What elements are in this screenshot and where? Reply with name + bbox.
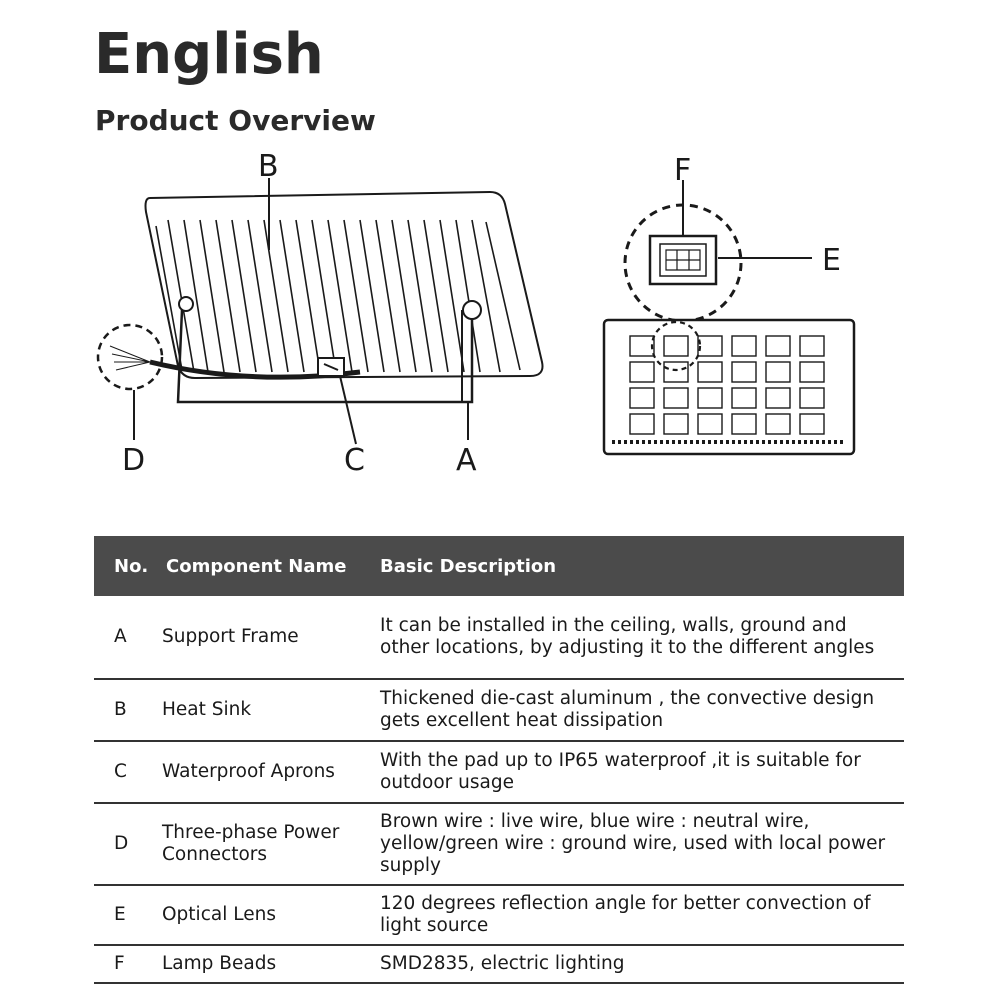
row-description: It can be installed in the ceiling, walls, ground and other locations, by adjusting it to the different angles [380,615,875,658]
table-row [94,680,904,742]
callout-e: E [822,243,841,278]
callout-b: B [258,149,279,184]
component-table [94,536,904,984]
row-component-name: Waterproof Aprons [162,761,335,782]
table-row [94,946,904,984]
row-description: With the pad up to IP65 waterproof ,it is suitable for outdoor usage [380,750,861,793]
led-panel-illustration [604,320,854,454]
row-description: 120 degrees reflection angle for better convection of light source [380,893,871,936]
row-no: B [114,699,127,720]
row-no: C [114,761,127,782]
row-component-name: Support Frame [162,626,299,647]
table-row [94,596,904,680]
section-title: Product Overview [95,104,376,137]
row-no: E [114,904,126,925]
header-component-name: Component Name [166,555,347,577]
row-no: A [114,626,127,647]
floodlight-back-illustration [98,178,543,444]
row-component-name: Optical Lens [162,904,276,925]
callout-d: D [122,443,146,478]
product-diagram [0,140,1000,490]
row-description: SMD2835, electric lighting [380,953,625,974]
table-header [94,536,904,596]
row-component-name: Lamp Beads [162,953,277,974]
row-no: D [114,833,129,854]
page-title: English [94,22,324,87]
table-row [94,804,904,886]
header-no: No. [114,555,149,577]
row-component-name: Heat Sink [162,699,252,720]
table-row [94,742,904,804]
callout-a: A [456,443,477,478]
row-description: Brown wire : live wire, blue wire : neutral wire, yellow/green wire : ground wire, used with local power supply [380,811,886,876]
lens-zoom-illustration [625,180,812,321]
callout-c: C [344,443,365,478]
row-no: F [114,953,125,974]
row-description: Thickened die-cast aluminum , the convective design gets excellent heat dissipation [380,688,875,731]
callout-f: F [674,153,692,188]
row-component-name: Three-phase Power Connectors [162,822,340,865]
header-description: Basic Description [380,555,557,577]
table-row [94,886,904,946]
